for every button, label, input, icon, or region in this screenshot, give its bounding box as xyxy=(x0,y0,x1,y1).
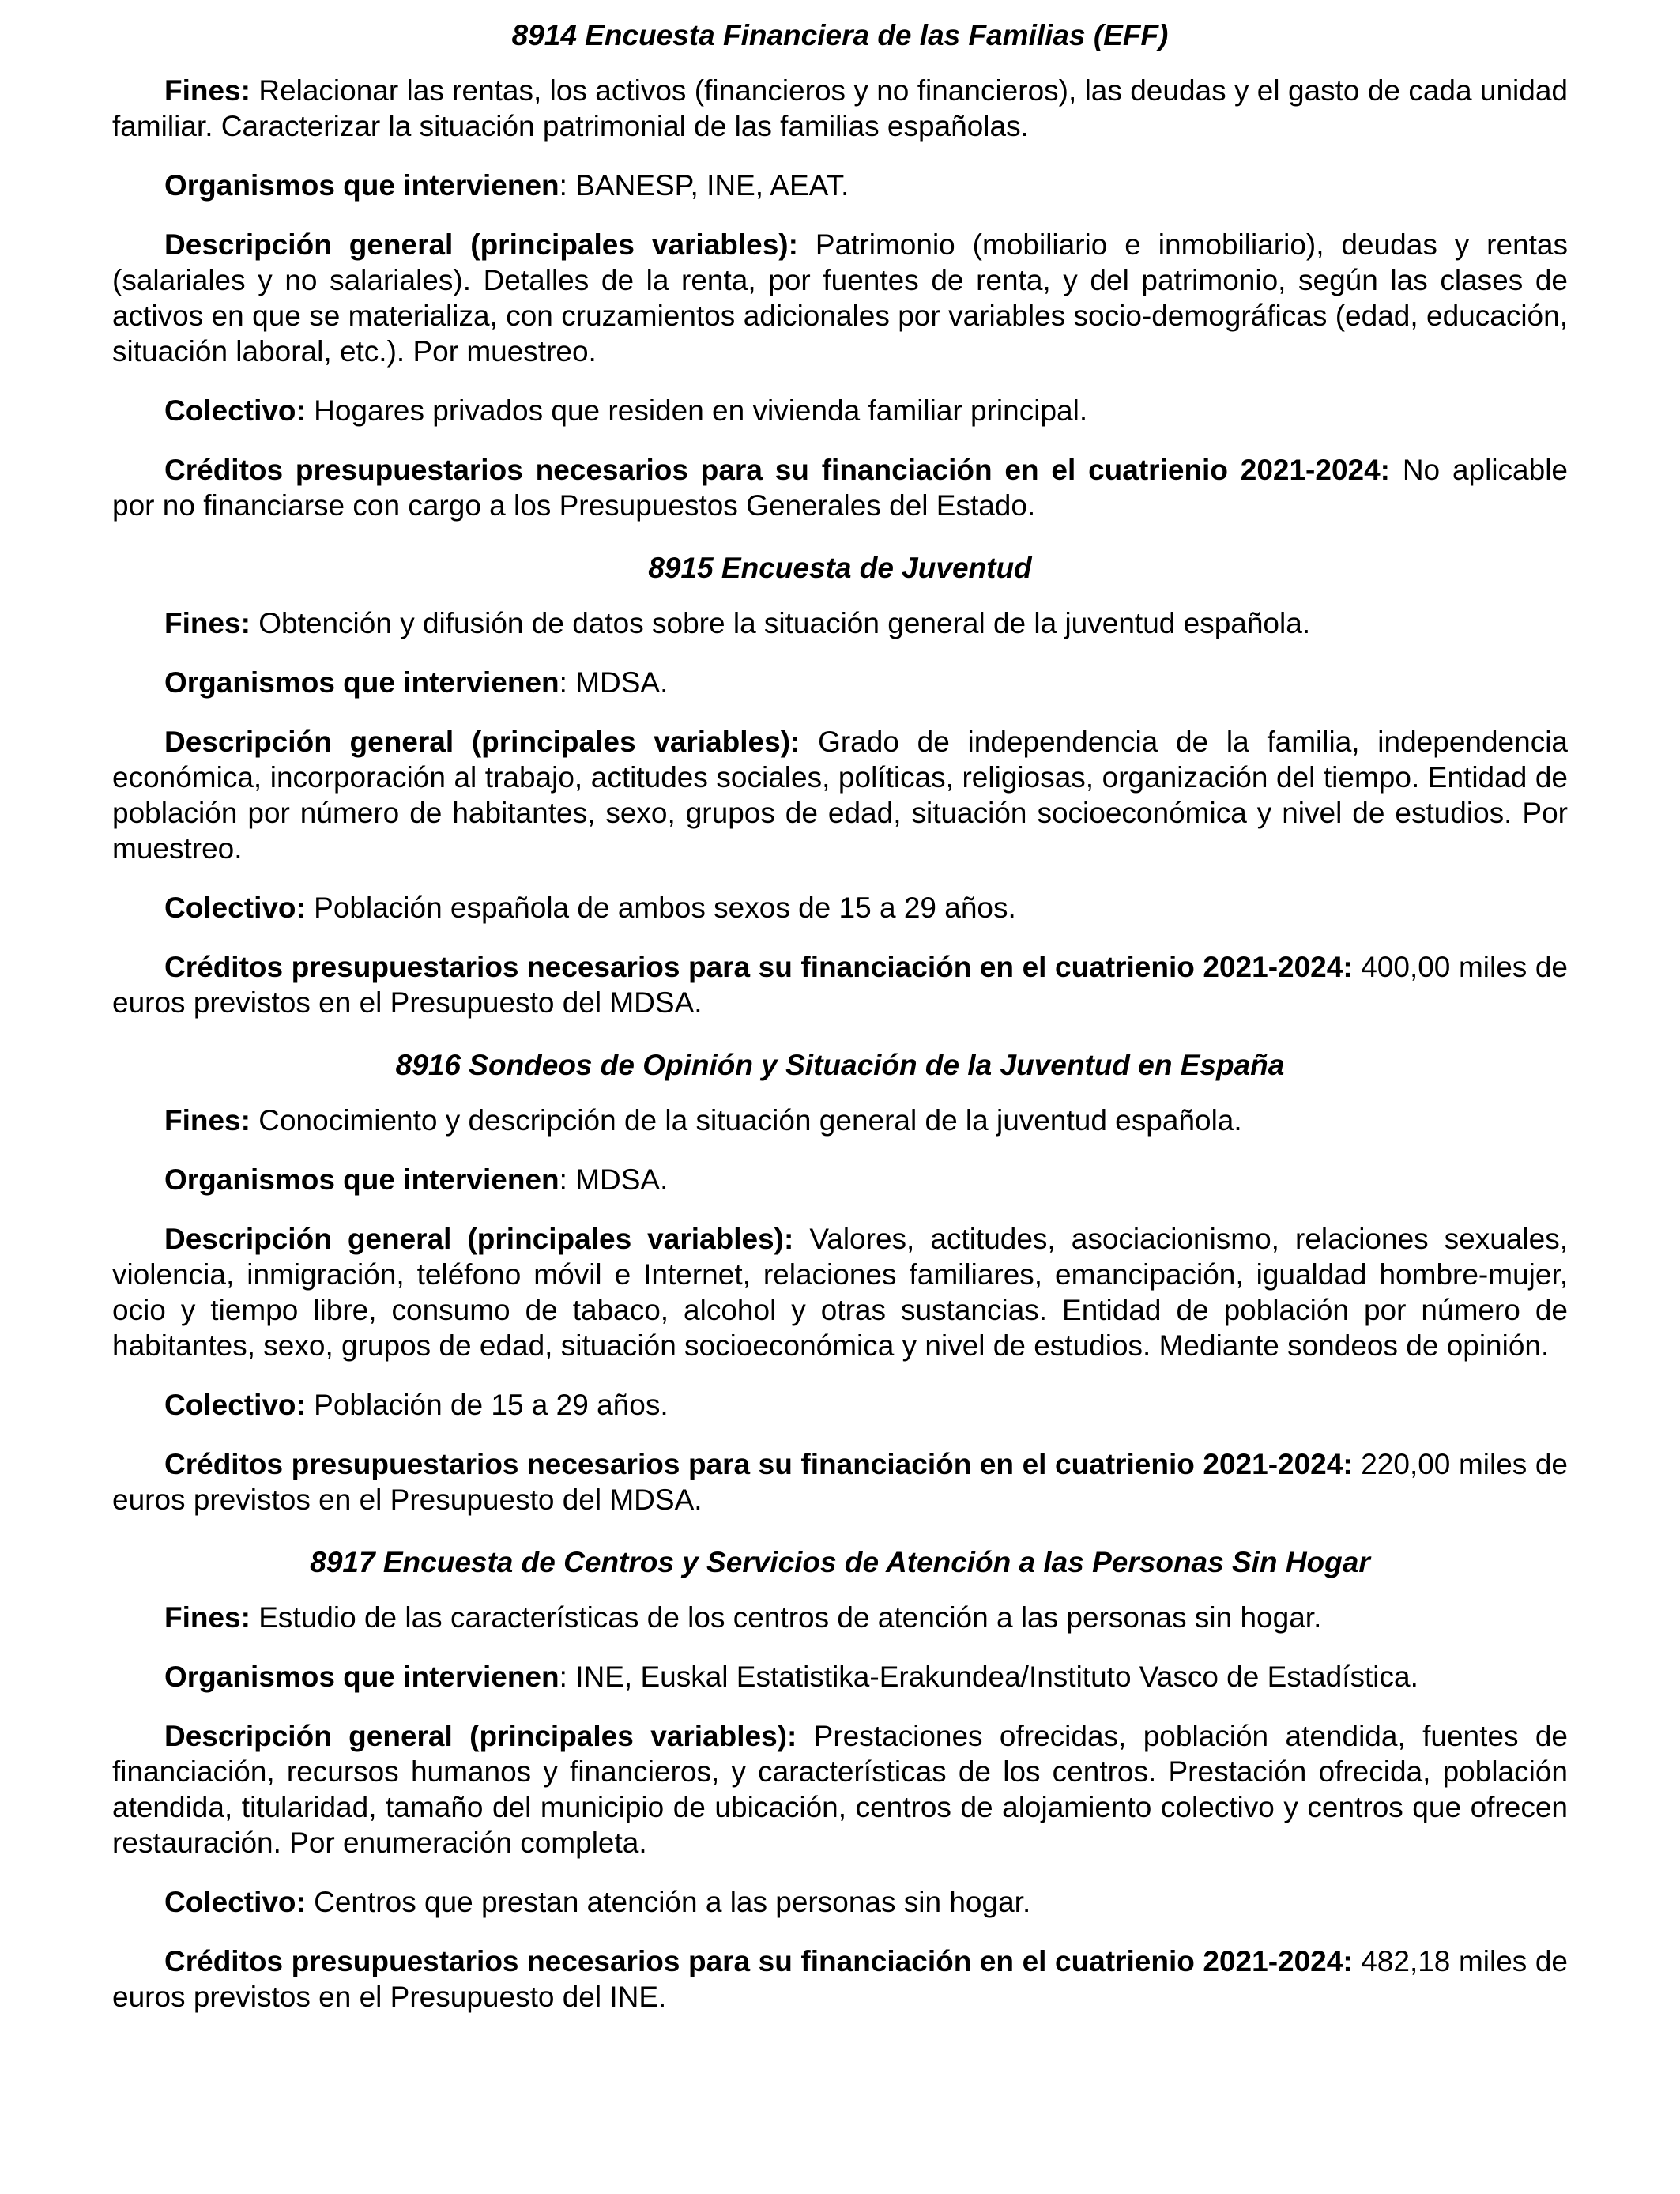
organismos-paragraph xyxy=(112,1162,1568,1197)
fines-text: Relacionar las rentas, los activos (financieros y no financieros), las deudas y el gasto de cada unidad familiar. Caracterizar la situación patrimonial de las familias españolas. xyxy=(112,74,1568,142)
organismos-paragraph xyxy=(112,665,1568,700)
section-title: 8916 Sondeos de Opinión y Situación de la Juventud en España xyxy=(395,1049,1285,1081)
organismos-paragraph xyxy=(112,1659,1568,1695)
colectivo-label: Colectivo: xyxy=(164,394,306,427)
colectivo-paragraph xyxy=(112,1387,1568,1423)
fines-paragraph xyxy=(112,73,1568,144)
organismos-label: Organismos que intervienen xyxy=(164,1163,559,1196)
section-8917 xyxy=(112,1544,1568,2015)
colectivo-text: Centros que prestan atención a las personas sin hogar. xyxy=(305,1886,1031,1918)
colectivo-label: Colectivo: xyxy=(164,1886,306,1918)
descripcion-text: Valores, actitudes, asociacionismo, relaciones sexuales, violencia, inmigración, teléfono móvil e Internet, relaciones familiares, emancipación, igualdad hombre-mujer, ocio y tiempo libre, consumo de tabaco, alcohol y otras sustancias. Entidad de población por número de habitantes, sexo, grupos de edad, situación socioeconómica y nivel de estudios. Mediante sondeos de opinión. xyxy=(112,1223,1568,1362)
descripcion-label: Descripción general (principales variables): xyxy=(164,1223,794,1255)
creditos-paragraph xyxy=(112,949,1568,1020)
colectivo-label: Colectivo: xyxy=(164,1389,306,1421)
organismos-label: Organismos que intervienen xyxy=(164,169,559,202)
document-page xyxy=(112,17,1568,2038)
organismos-text: : BANESP, INE, AEAT. xyxy=(559,169,849,202)
organismos-text: : MDSA. xyxy=(559,1163,669,1196)
section-8915 xyxy=(112,550,1568,1020)
creditos-text: 482,18 miles de euros previstos en el Presupuesto del INE. xyxy=(112,1945,1568,2013)
descripcion-text: Grado de independencia de la familia, independencia económica, incorporación al trabajo, actitudes sociales, políticas, religiosas, organización del tiempo. Entidad de población por número de habitantes, sexo, grupos de edad, situación socioeconómica y nivel de estudios. Por muestreo. xyxy=(112,726,1569,865)
fines-paragraph xyxy=(112,1600,1568,1635)
fines-text: Estudio de las características de los centros de atención a las personas sin hogar. xyxy=(250,1601,1322,1634)
colectivo-text: Población española de ambos sexos de 15 a 29 años. xyxy=(305,892,1016,924)
descripcion-paragraph xyxy=(112,724,1568,866)
descripcion-label: Descripción general (principales variables): xyxy=(164,228,798,261)
section-title: 8914 Encuesta Financiera de las Familias (EFF) xyxy=(511,19,1169,51)
fines-paragraph xyxy=(112,605,1568,641)
creditos-paragraph xyxy=(112,452,1568,523)
fines-text: Obtención y difusión de datos sobre la situación general de la juventud española. xyxy=(250,607,1311,639)
descripcion-label: Descripción general (principales variables): xyxy=(164,1720,797,1752)
colectivo-paragraph xyxy=(112,393,1568,428)
organismos-paragraph xyxy=(112,168,1568,203)
colectivo-text: Población de 15 a 29 años. xyxy=(305,1389,669,1421)
colectivo-label: Colectivo: xyxy=(164,892,306,924)
organismos-text: : INE, Euskal Estatistika-Erakundea/Instituto Vasco de Estadística. xyxy=(559,1661,1418,1693)
creditos-text: 400,00 miles de euros previstos en el Presupuesto del MDSA. xyxy=(112,951,1568,1019)
descripcion-paragraph xyxy=(112,227,1568,369)
fines-label: Fines: xyxy=(164,1104,250,1137)
creditos-text: No aplicable por no financiarse con cargo a los Presupuestos Generales del Estado. xyxy=(112,454,1569,522)
descripcion-paragraph xyxy=(112,1221,1568,1363)
organismos-label: Organismos que intervienen xyxy=(164,1661,559,1693)
creditos-text: 220,00 miles de euros previstos en el Presupuesto del MDSA. xyxy=(112,1448,1568,1516)
fines-label: Fines: xyxy=(164,607,250,639)
creditos-paragraph xyxy=(112,1943,1568,2015)
descripcion-label: Descripción general (principales variables): xyxy=(164,726,800,758)
fines-paragraph xyxy=(112,1103,1568,1138)
creditos-paragraph xyxy=(112,1446,1568,1517)
fines-text: Conocimiento y descripción de la situación general de la juventud española. xyxy=(250,1104,1242,1137)
fines-label: Fines: xyxy=(164,1601,250,1634)
creditos-label: Créditos presupuestarios necesarios para su financiación en el cuatrienio 2021-2024: xyxy=(164,1448,1353,1480)
section-8916 xyxy=(112,1047,1568,1517)
creditos-label: Créditos presupuestarios necesarios para su financiación en el cuatrienio 2021-2024: xyxy=(164,454,1391,486)
colectivo-paragraph xyxy=(112,1884,1568,1920)
creditos-label: Créditos presupuestarios necesarios para su financiación en el cuatrienio 2021-2024: xyxy=(164,1945,1353,1977)
section-title: 8917 Encuesta de Centros y Servicios de Atención a las Personas Sin Hogar xyxy=(310,1546,1370,1578)
creditos-label: Créditos presupuestarios necesarios para su financiación en el cuatrienio 2021-2024: xyxy=(164,951,1353,983)
organismos-text: : MDSA. xyxy=(559,666,669,699)
descripcion-text: Prestaciones ofrecidas, población atendida, fuentes de financiación, recursos humanos y financieros, y características de los centros. Prestación ofrecida, población atendida, titularidad, tamaño del municipio de ubicación, centros de alojamiento colectivo y centros que ofrecen restauración. Por enumeración completa. xyxy=(112,1720,1569,1859)
colectivo-text: Hogares privados que residen en vivienda familiar principal. xyxy=(305,394,1088,427)
section-title: 8915 Encuesta de Juventud xyxy=(648,552,1032,584)
organismos-label: Organismos que intervienen xyxy=(164,666,559,699)
descripcion-paragraph xyxy=(112,1718,1568,1860)
fines-label: Fines: xyxy=(164,74,250,107)
descripcion-text: Patrimonio (mobiliario e inmobiliario), deudas y rentas (salariales y no salariales). Detalles de la renta, por fuentes de renta, y del patrimonio, según las clases de activos en que se materializa, con cruzamientos adicionales por variables socio-demográficas (edad, educación, situación laboral, etc.). Por muestreo. xyxy=(112,228,1569,368)
colectivo-paragraph xyxy=(112,890,1568,925)
section-8914 xyxy=(112,17,1568,523)
